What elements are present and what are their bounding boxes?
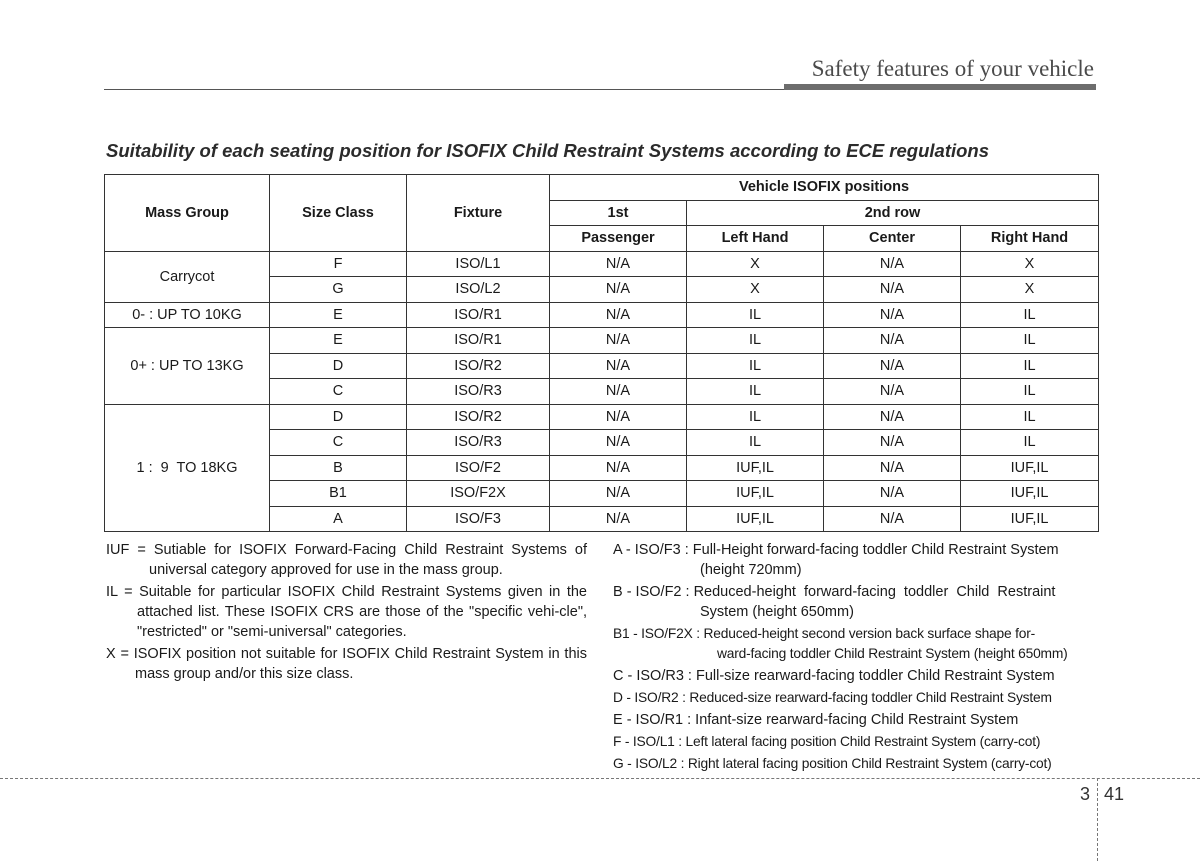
header-passenger: Passenger: [550, 226, 687, 252]
definition-b1-line1: B1 - ISO/F2X : Reduced-height second version back surface shape for-: [613, 626, 1035, 641]
size-class-cell: F: [270, 251, 407, 277]
size-class-cell: A: [270, 506, 407, 532]
note-x: X = ISOFIX position not suitable for ISOFIX Child Restraint System in this mass group and/or this size class.: [106, 646, 587, 682]
left-hand-cell: IL: [687, 302, 824, 328]
fixture-cell: ISO/R1: [407, 302, 550, 328]
left-hand-cell: IL: [687, 379, 824, 405]
header-vehicle-positions: Vehicle ISOFIX positions: [550, 175, 1099, 201]
center-cell: N/A: [824, 455, 961, 481]
header-first-row: 1st: [550, 200, 687, 226]
table-row: [105, 302, 1099, 328]
right-hand-cell: IL: [961, 328, 1099, 354]
section-title: Suitability of each seating position for ISOFIX Child Restraint Systems according to ECE regulations: [106, 140, 990, 161]
fixture-cell: ISO/F2: [407, 455, 550, 481]
definition-b: [613, 582, 1095, 622]
left-hand-cell: X: [687, 277, 824, 303]
passenger-cell: N/A: [550, 430, 687, 456]
passenger-cell: N/A: [550, 481, 687, 507]
definition-a: [613, 540, 1095, 580]
right-hand-cell: IUF,IL: [961, 455, 1099, 481]
fixture-cell: ISO/R2: [407, 404, 550, 430]
fixture-cell: ISO/L2: [407, 277, 550, 303]
center-cell: N/A: [824, 328, 961, 354]
size-class-cell: E: [270, 302, 407, 328]
fixture-cell: ISO/R1: [407, 328, 550, 354]
center-cell: N/A: [824, 277, 961, 303]
passenger-cell: N/A: [550, 455, 687, 481]
header-mass-group: Mass Group: [105, 175, 270, 252]
center-cell: N/A: [824, 251, 961, 277]
header-right-hand: Right Hand: [961, 226, 1099, 252]
legend-notes: [106, 540, 587, 686]
left-hand-cell: IL: [687, 430, 824, 456]
definition-b-line2: System (height 650mm): [700, 604, 854, 620]
right-hand-cell: IL: [961, 302, 1099, 328]
size-class-cell: C: [270, 379, 407, 405]
definition-g: G - ISO/L2 : Right lateral facing position Child Restraint System (carry-cot): [613, 756, 1052, 771]
header-fixture: Fixture: [407, 175, 550, 252]
definition-b-line1: B - ISO/F2 : Reduced-height forward-facing toddler Child Restraint: [613, 584, 1056, 600]
definition-a-line1: A - ISO/F3 : Full-Height forward-facing toddler Child Restraint System: [613, 542, 1059, 558]
size-class-cell: E: [270, 328, 407, 354]
isofix-suitability-table: [104, 174, 1099, 532]
header-center: Center: [824, 226, 961, 252]
left-hand-cell: IL: [687, 328, 824, 354]
passenger-cell: N/A: [550, 251, 687, 277]
right-hand-cell: IUF,IL: [961, 481, 1099, 507]
right-hand-cell: IL: [961, 379, 1099, 405]
left-hand-cell: IL: [687, 353, 824, 379]
chapter-number: 3: [1080, 784, 1091, 804]
center-cell: N/A: [824, 506, 961, 532]
note-il: IL = Suitable for particular ISOFIX Child Restraint Systems given in the attached list. These ISOFIX CRS are those of the "specific vehi-cle", "restricted" or "semi-universal" categories.: [106, 584, 587, 640]
right-hand-cell: IL: [961, 430, 1099, 456]
center-cell: N/A: [824, 353, 961, 379]
page-number-divider: [1097, 778, 1098, 861]
mass-group-cell: Carrycot: [105, 251, 270, 302]
definition-d: D - ISO/R2 : Reduced-size rearward-facing toddler Child Restraint System: [613, 690, 1052, 705]
fixture-cell: ISO/F2X: [407, 481, 550, 507]
size-class-cell: C: [270, 430, 407, 456]
size-class-cell: B1: [270, 481, 407, 507]
right-hand-cell: IUF,IL: [961, 506, 1099, 532]
definition-b1-line2: ward-facing toddler Child Restraint System (height 650mm): [717, 646, 1068, 661]
definition-b1: [613, 624, 1095, 664]
passenger-cell: N/A: [550, 506, 687, 532]
right-hand-cell: X: [961, 277, 1099, 303]
passenger-cell: N/A: [550, 302, 687, 328]
center-cell: N/A: [824, 430, 961, 456]
passenger-cell: N/A: [550, 404, 687, 430]
passenger-cell: N/A: [550, 328, 687, 354]
definition-c: C - ISO/R3 : Full-size rearward-facing toddler Child Restraint System: [613, 668, 1055, 684]
page-number: 41: [1104, 784, 1125, 804]
header-left-hand: Left Hand: [687, 226, 824, 252]
fixture-cell: ISO/R3: [407, 379, 550, 405]
header-size-class: Size Class: [270, 175, 407, 252]
mass-group-cell: 1 : 9 TO 18KG: [105, 404, 270, 532]
fixture-cell: ISO/R3: [407, 430, 550, 456]
size-class-cell: G: [270, 277, 407, 303]
mass-group-cell: 0- : UP TO 10KG: [105, 302, 270, 328]
right-hand-cell: IL: [961, 353, 1099, 379]
size-class-cell: B: [270, 455, 407, 481]
size-class-cell: D: [270, 404, 407, 430]
table-row: [105, 404, 1099, 430]
center-cell: N/A: [824, 481, 961, 507]
definition-a-line2: (height 720mm): [700, 562, 802, 578]
center-cell: N/A: [824, 404, 961, 430]
mass-group-cell: 0+ : UP TO 13KG: [105, 328, 270, 405]
definition-f: F - ISO/L1 : Left lateral facing position Child Restraint System (carry-cot): [613, 734, 1041, 749]
size-class-cell: D: [270, 353, 407, 379]
right-hand-cell: IL: [961, 404, 1099, 430]
note-iuf: IUF = Sutiable for ISOFIX Forward-Facing Child Restraint Systems of universal category approved for use in the mass group.: [106, 542, 587, 578]
left-hand-cell: IL: [687, 404, 824, 430]
page-header-title: Safety features of your vehicle: [811, 56, 1094, 81]
left-hand-cell: IUF,IL: [687, 481, 824, 507]
table-row: [105, 251, 1099, 277]
fixture-cell: ISO/R2: [407, 353, 550, 379]
fixture-cell: ISO/L1: [407, 251, 550, 277]
right-hand-cell: X: [961, 251, 1099, 277]
passenger-cell: N/A: [550, 379, 687, 405]
left-hand-cell: IUF,IL: [687, 455, 824, 481]
left-hand-cell: X: [687, 251, 824, 277]
header-second-row: 2nd row: [687, 200, 1099, 226]
header-accent-bar: [784, 84, 1096, 90]
center-cell: N/A: [824, 302, 961, 328]
passenger-cell: N/A: [550, 353, 687, 379]
fixture-cell: ISO/F3: [407, 506, 550, 532]
table-row: [105, 328, 1099, 354]
footer-divider: [0, 778, 1200, 779]
passenger-cell: N/A: [550, 277, 687, 303]
center-cell: N/A: [824, 379, 961, 405]
left-hand-cell: IUF,IL: [687, 506, 824, 532]
size-class-definitions: [613, 540, 1095, 776]
definition-e: E - ISO/R1 : Infant-size rearward-facing Child Restraint System: [613, 712, 1019, 728]
